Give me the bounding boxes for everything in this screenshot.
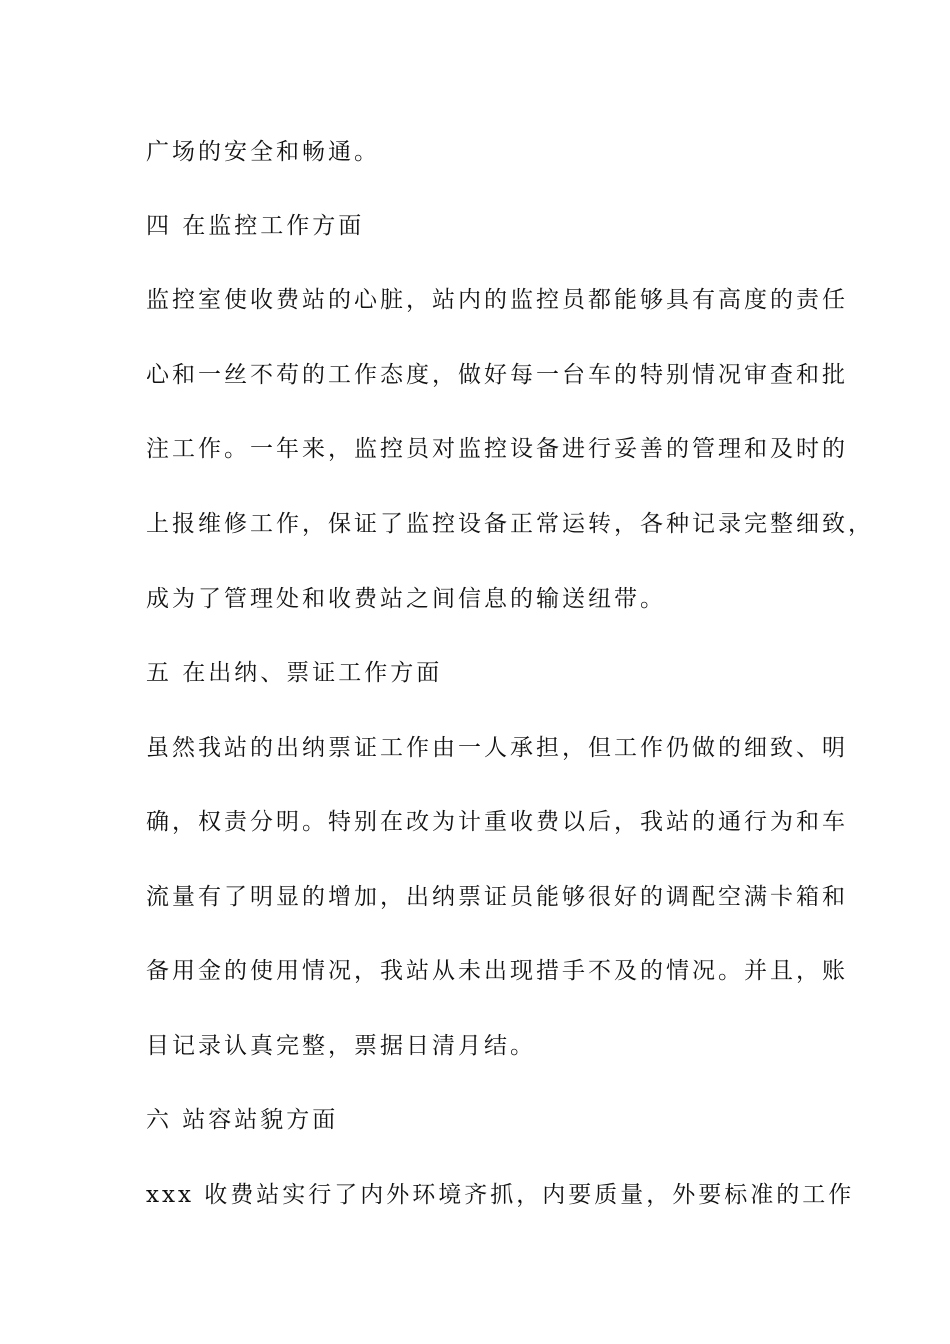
paragraph-line: 流量有了明显的增加，出纳票证员能够很好的调配空满卡箱和 — [146, 884, 848, 910]
section-heading-appearance: 六 站容站貌方面 — [146, 1107, 339, 1133]
paragraph-line: 上报维修工作，保证了监控设备正常运转，各种记录完整细致， — [146, 511, 874, 537]
paragraph-line: 备用金的使用情况，我站从未出现措手不及的情况。并且，账 — [146, 958, 848, 984]
paragraph-line: 确，权责分明。特别在改为计重收费以后，我站的通行为和车 — [146, 809, 848, 835]
paragraph-line: xxx 收费站实行了内外环境齐抓，内要质量，外要标准的工作 — [146, 1182, 855, 1208]
section-heading-cashier: 五 在出纳、票证工作方面 — [146, 660, 443, 686]
paragraph-line: 广场的安全和畅通。 — [146, 139, 380, 165]
paragraph-line: 监控室使收费站的心脏，站内的监控员都能够具有高度的责任 — [146, 287, 848, 313]
paragraph-line: 虽然我站的出纳票证工作由一人承担，但工作仍做的细致、明 — [146, 735, 848, 761]
paragraph-line: 成为了管理处和收费站之间信息的输送纽带。 — [146, 586, 666, 612]
section-heading-monitoring: 四 在监控工作方面 — [146, 213, 365, 239]
paragraph-line: 心和一丝不苟的工作态度，做好每一台车的特别情况审查和批 — [146, 362, 848, 388]
paragraph-line: 注工作。一年来，监控员对监控设备进行妥善的管理和及时的 — [146, 436, 848, 462]
paragraph-line: 目记录认真完整，票据日清月结。 — [146, 1033, 536, 1059]
